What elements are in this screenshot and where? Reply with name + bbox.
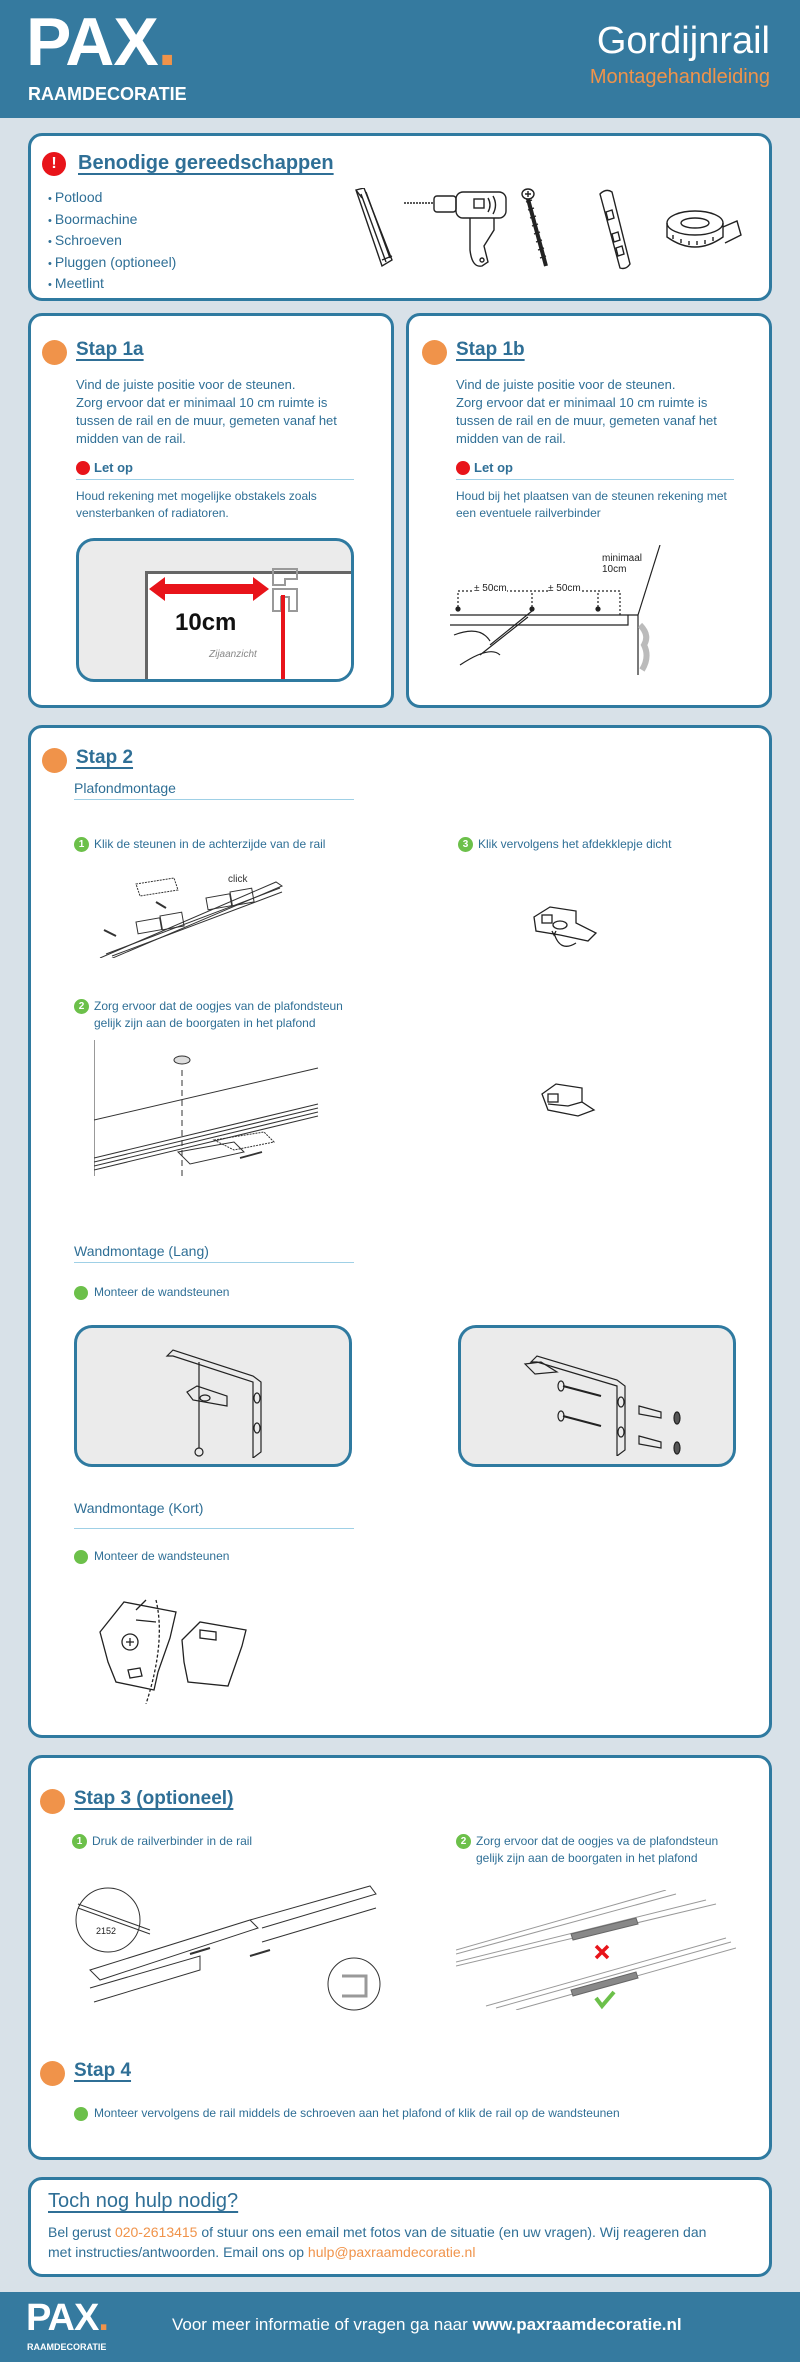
help-heading: Toch nog hulp nodig? <box>48 2190 239 2212</box>
divider <box>456 479 734 480</box>
drill-icon <box>404 190 512 272</box>
divider <box>74 1262 354 1263</box>
wall-long-title: Wandmontage (Lang) <box>74 1243 209 1259</box>
wall-long-instruction: Monteer de wandsteunen <box>94 1285 230 1299</box>
step1b-note: Houd bij het plaatsen van de steunen rekening met een eventuele railverbinder <box>456 489 727 520</box>
alert-icon: ! <box>42 152 66 176</box>
side-view-diagram <box>76 538 354 682</box>
part-number-label: 2152 <box>96 1926 117 1936</box>
help-text: Bel gerust 020-2613415 of stuur ons een email met fotos van de situatie (en uw vragen). Wij reageren dan met instructies/antwoorden. Email ons op hulp@paxraamdecoratie.nl <box>48 2224 707 2260</box>
email-link[interactable]: hulp@paxraamdecoratie.nl <box>307 2244 476 2260</box>
step-marker-icon <box>40 2061 65 2086</box>
min-distance-label: minimaal 10cm <box>602 553 643 575</box>
website-link[interactable]: www.paxraamdecoratie.nl <box>472 2315 682 2334</box>
distance-label: 10cm <box>175 609 237 636</box>
ceiling-bracket-closed-illustration <box>538 1080 598 1120</box>
step-number-badge: 2 <box>74 999 89 1014</box>
ceiling-instruction-2: Zorg ervoor dat de oogjes van de plafondsteun gelijk zijn aan de boorgaten in het plafond <box>94 999 343 1030</box>
wall-short-instruction: Monteer de wandsteunen <box>94 1549 230 1563</box>
screw-icon <box>520 188 554 270</box>
wall-short-title: Wandmontage (Kort) <box>74 1500 204 1516</box>
logo-subtitle: RAAMDECORATIE <box>28 84 187 104</box>
step1b-note-label: Let op <box>474 460 513 475</box>
click-label: click <box>228 874 248 885</box>
step-marker-icon <box>42 340 67 365</box>
step3-instruction-2: Zorg ervoor dat de oogjes va de plafondsteun gelijk zijn aan de boorgaten in het plafond <box>476 1834 719 1865</box>
step-number-badge: 3 <box>458 837 473 852</box>
spacing-label-2: ± 50cm <box>548 583 581 594</box>
step4-heading: Stap 4 <box>74 2060 132 2081</box>
step1a-note-label: Let op <box>94 460 133 475</box>
step3-heading: Stap 3 (optioneel) <box>74 1788 234 1809</box>
footer-logo: PAX. <box>26 2297 108 2339</box>
tool-item: • Potlood <box>48 188 176 210</box>
step-marker-icon <box>40 1789 65 1814</box>
wall-plug-icon <box>596 188 636 272</box>
pencil-icon <box>352 188 398 270</box>
ceiling-instruction-3: Klik vervolgens het afdekklepje dicht <box>478 837 672 851</box>
step1a-heading: Stap 1a <box>76 339 144 360</box>
warning-dot-icon <box>76 461 90 475</box>
step-number-badge: 1 <box>74 837 89 852</box>
short-wall-brackets-illustration <box>96 1592 256 1704</box>
step4-instruction: Monteer vervolgens de rail middels de schroeven aan het plafond of klik de rail op de wandsteunen <box>94 2106 620 2120</box>
logo <box>26 6 176 78</box>
step1b-heading: Stap 1b <box>456 339 525 360</box>
distance-arrow-icon <box>149 577 269 601</box>
divider <box>76 479 354 480</box>
tool-item: • Pluggen (optioneel) <box>48 253 176 275</box>
incorrect-icon <box>596 1946 608 1958</box>
tools-heading: Benodige gereedschappen <box>78 152 334 174</box>
tool-item: • Boormachine <box>48 210 176 232</box>
alignment-comparison-illustration <box>456 1890 736 2010</box>
bullet-icon <box>74 1286 88 1300</box>
phone-link[interactable]: 020-2613415 <box>114 2224 198 2240</box>
bullet-icon <box>74 1550 88 1564</box>
step2-heading: Stap 2 <box>76 747 134 768</box>
page-title: Gordijnrail <box>596 20 770 62</box>
click-brackets-illustration <box>96 862 288 958</box>
logo-text: PAX <box>26 4 158 80</box>
step1a-description: Vind de juiste positie voor de steunen. Zorg ervoor dat er minimaal 10 cm ruimte is tussen de rail en de muur, gemeten vanaf het midden van de rail. <box>76 377 337 446</box>
tape-measure-icon <box>665 205 745 261</box>
page-subtitle: Montagehandleiding <box>589 66 770 88</box>
bracket-spacing-diagram <box>450 545 670 675</box>
wall-bracket-diagram-2 <box>458 1325 736 1467</box>
step3-instruction-1: Druk de railverbinder in de rail <box>92 1834 253 1848</box>
tools-list <box>48 188 176 296</box>
step1a-note: Houd rekening met mogelijke obstakels zoals vensterbanken of radiatoren. <box>76 489 317 520</box>
divider <box>74 1528 354 1529</box>
warning-dot-icon <box>456 461 470 475</box>
rail-profile-icon <box>267 567 303 617</box>
spacing-label-1: ± 50cm <box>474 583 507 594</box>
tool-item: • Meetlint <box>48 274 176 296</box>
step1b-description: Vind de juiste positie voor de steunen. Zorg ervoor dat er minimaal 10 cm ruimte is tussen de rail en de muur, gemeten vanaf het midden van de rail. <box>456 377 717 446</box>
step-number-badge: 2 <box>456 1834 471 1849</box>
diagram-caption: Zijaanzicht <box>209 649 257 660</box>
tool-item: • Schroeven <box>48 231 176 253</box>
cover-cap-illustration <box>530 903 604 953</box>
correct-icon <box>596 1992 614 2006</box>
rail-connector-illustration <box>70 1880 390 2015</box>
ceiling-instruction-1: Klik de steunen in de achterzijde van de rail <box>94 837 326 851</box>
wall-bracket-screws-icon <box>521 1346 691 1456</box>
step-marker-icon <box>422 340 447 365</box>
step-number-badge: 1 <box>72 1834 87 1849</box>
wall-bracket-assembly-icon <box>157 1348 277 1458</box>
ceiling-holes-illustration <box>94 1040 322 1176</box>
page-footer <box>0 2292 800 2362</box>
ceiling-mount-title: Plafondmontage <box>74 780 176 796</box>
footer-logo-subtitle: RAAMDECORATIE <box>27 2342 107 2352</box>
logo-dot: . <box>157 4 176 80</box>
wall-bracket-diagram-1 <box>74 1325 352 1467</box>
step-marker-icon <box>42 748 67 773</box>
page-header <box>0 0 800 118</box>
bullet-icon <box>74 2107 88 2121</box>
divider <box>74 799 354 800</box>
footer-text: Voor meer informatie of vragen ga naar www.paxraamdecoratie.nl <box>172 2315 682 2334</box>
rail-centerline <box>281 595 285 682</box>
